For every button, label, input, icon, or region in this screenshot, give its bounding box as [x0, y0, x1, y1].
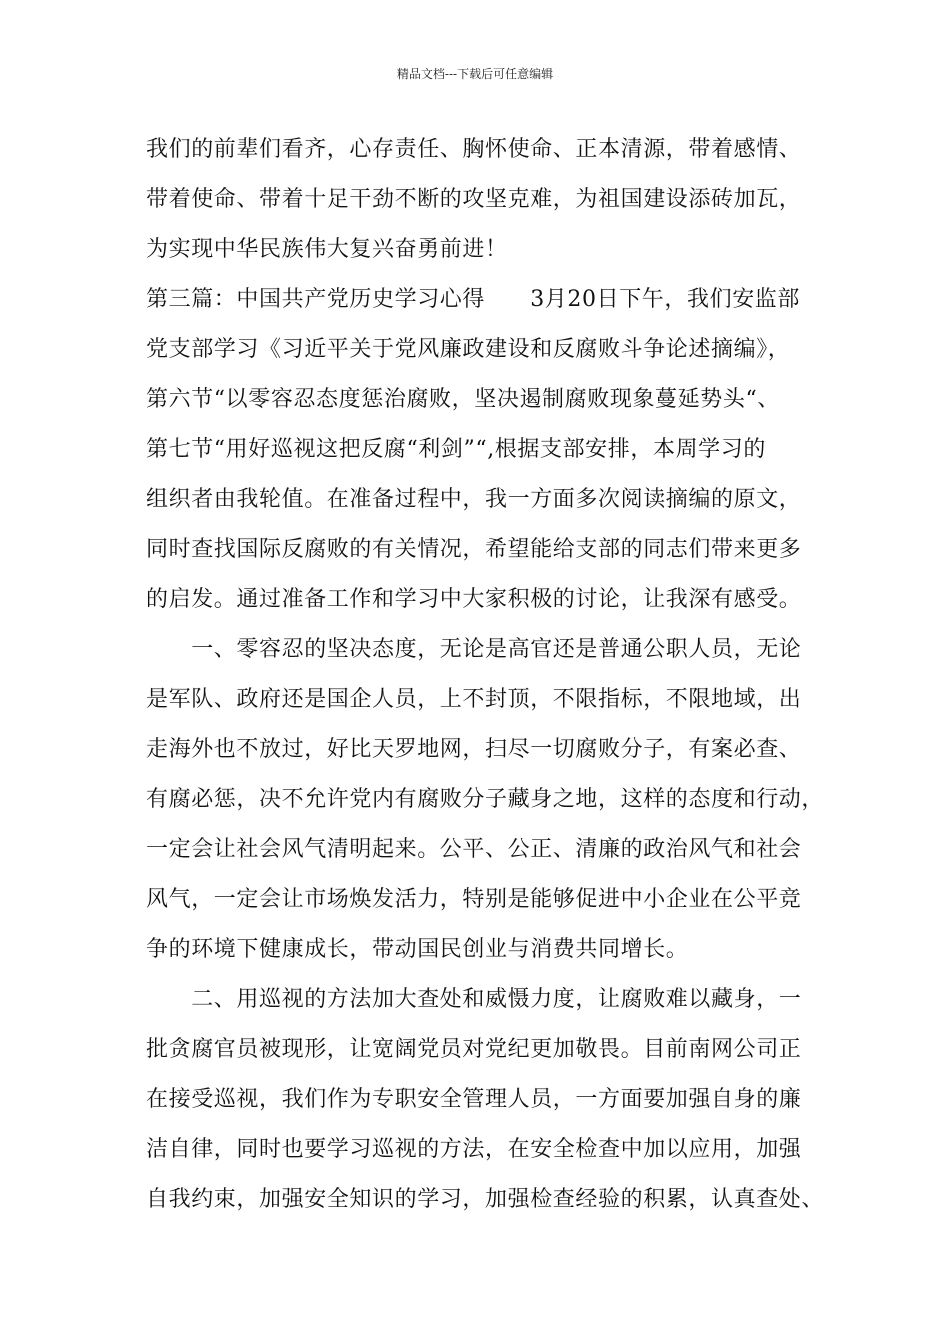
text-line: 第六节“以零容忍态度惩治腐败，坚决遏制腐败现象蔓延势头“、 — [146, 387, 780, 412]
text-line: 自我约束，加强安全知识的学习，加强检查经验的积累，认真查处、 — [146, 1187, 825, 1212]
text-line: 风气，一定会让市场焕发活力，特别是能够促进中小企业在公平竞 — [146, 887, 802, 912]
text-line: 一、零容忍的坚决态度，无论是高官还是普通公职人员，无论 — [146, 637, 802, 662]
text-line: 走海外也不放过，好比天罗地网，扫尽一切腐败分子，有案必查、 — [146, 737, 802, 762]
text-line: 批贪腐官员被现形，让宽阔党员对党纪更加敬畏。目前南网公司正 — [146, 1037, 802, 1062]
text-line: 是军队、政府还是国企人员，上不封顶，不限指标，不限地域，出 — [146, 687, 802, 712]
text-line: 一定会让社会风气清明起来。公平、公正、清廉的政治风气和社会 — [146, 837, 802, 862]
text-line: 洁自律，同时也要学习巡视的方法，在安全检查中加以应用，加强 — [146, 1137, 802, 1162]
page-header: 精品文档---下载后可任意编辑 — [396, 67, 554, 81]
text-line: 在接受巡视，我们作为专职安全管理人员，一方面要加强自身的廉 — [146, 1087, 802, 1112]
text-line: 第七节“用好巡视这把反腐“利剑”“,根据支部安排，本周学习的 — [146, 437, 766, 462]
text-line: 同时查找国际反腐败的有关情况，希望能给支部的同志们带来更多 — [146, 537, 802, 562]
text-line: 的启发。通过准备工作和学习中大家积极的讨论，让我深有感受。 — [146, 587, 802, 612]
text-line: 争的环境下健康成长，带动国民创业与消费共同增长。 — [146, 937, 689, 962]
text-line: 我们的前辈们看齐，心存责任、胸怀使命、正本清源，带着感情、 — [146, 137, 802, 162]
text-line: 带着使命、带着十足干劲不断的攻坚克难，为祖国建设添砖加瓦， — [146, 187, 802, 212]
text-line: 党支部学习《习近平关于党风廉政建设和反腐败斗争论述摘编》， — [146, 337, 791, 362]
text-line: 第三篇：中国共产党历史学习心得 3月20日下午，我们安监部 — [146, 287, 800, 312]
text-line: 有腐必惩，决不允许党内有腐败分子藏身之地，这样的态度和行动， — [146, 787, 825, 812]
text-line: 二、用巡视的方法加大查处和威慑力度，让腐败难以藏身，一 — [146, 987, 802, 1012]
text-line: 为实现中华民族伟大复兴奋勇前进！ — [146, 237, 508, 262]
text-line: 组织者由我轮值。在准备过程中，我一方面多次阅读摘编的原文， — [146, 487, 802, 512]
